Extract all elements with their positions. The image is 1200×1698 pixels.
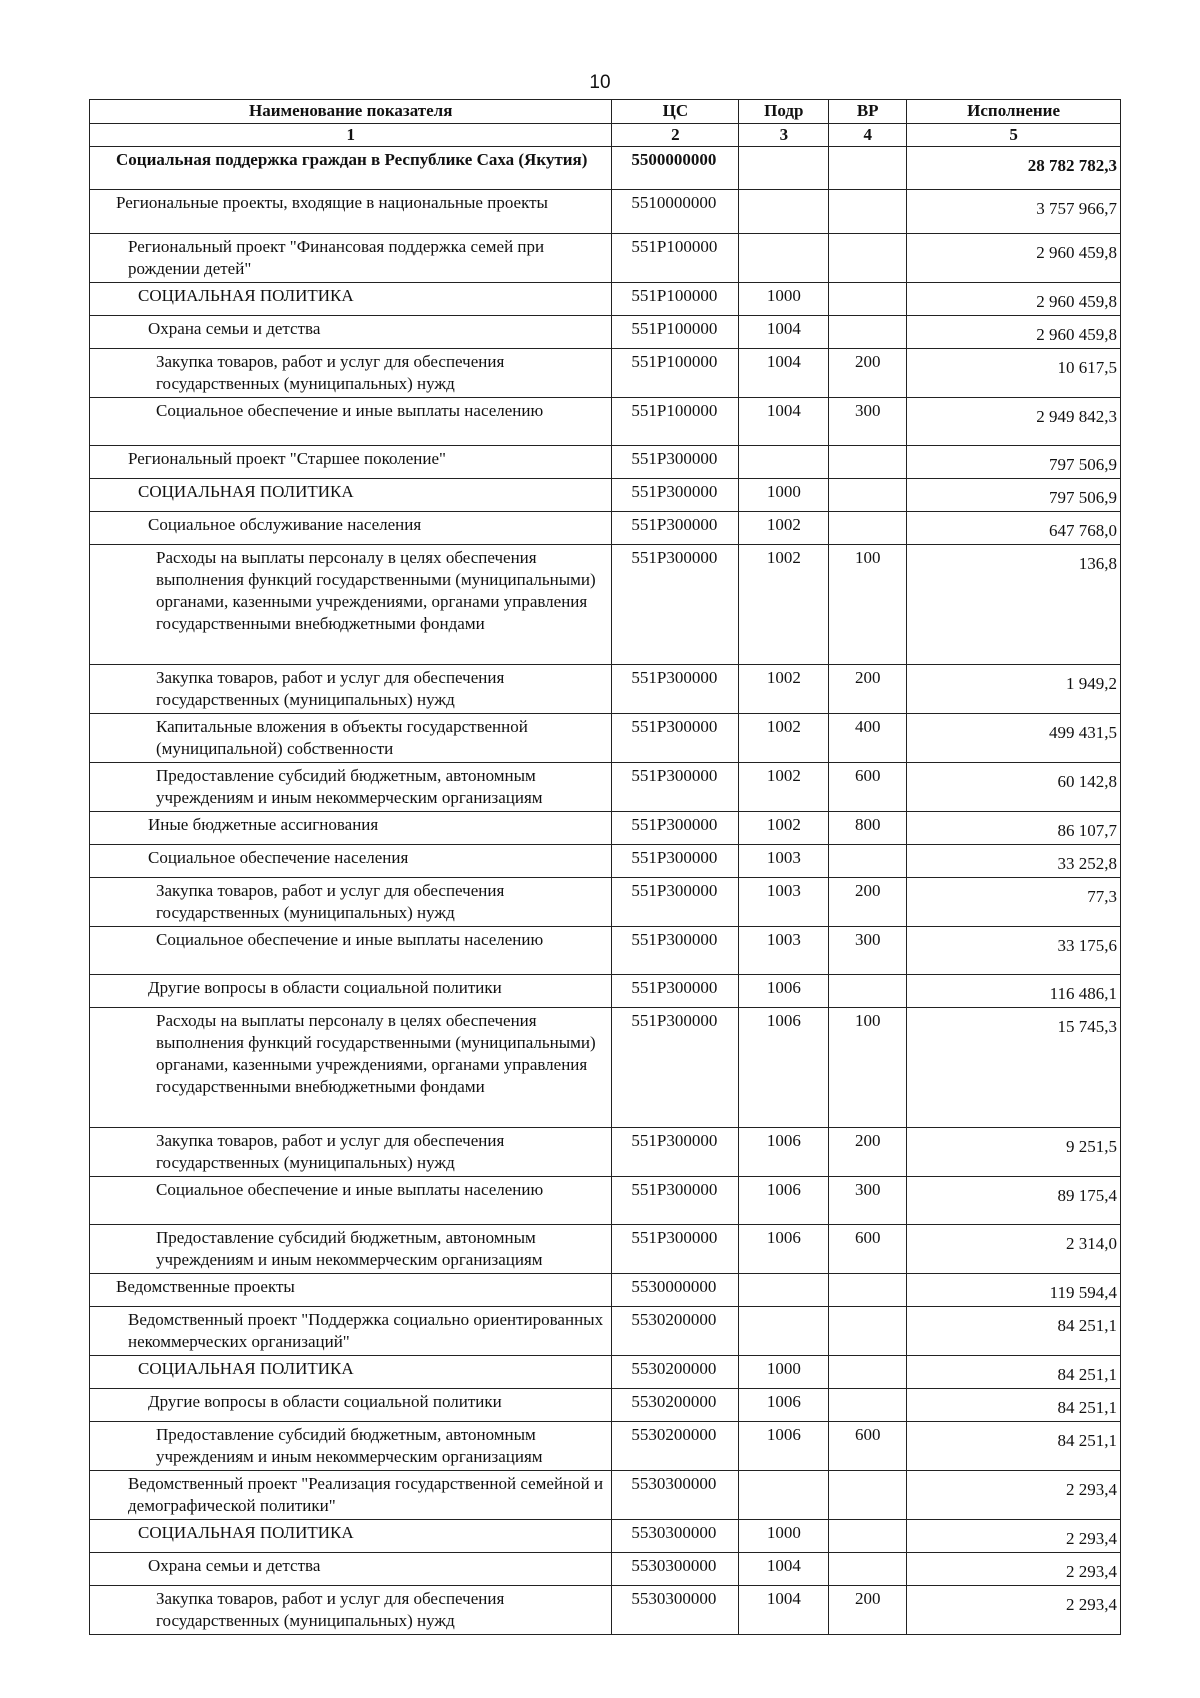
row-podr	[739, 1471, 829, 1520]
row-amount: 9 251,5	[907, 1128, 1121, 1177]
row-vr	[829, 845, 907, 878]
row-name: Охрана семьи и детства	[90, 316, 612, 349]
table-row	[90, 283, 1121, 316]
row-podr: 1002	[739, 714, 829, 763]
row-cs: 551P300000	[612, 763, 739, 812]
table-row	[90, 1471, 1121, 1520]
row-podr: 1000	[739, 283, 829, 316]
row-vr: 300	[829, 1177, 907, 1225]
table-row	[90, 190, 1121, 234]
row-cs: 5530200000	[612, 1356, 739, 1389]
table-row	[90, 545, 1121, 665]
table-row	[90, 1177, 1121, 1225]
row-name: Закупка товаров, работ и услуг для обеспечения государственных (муниципальных) нужд	[90, 878, 612, 927]
row-vr: 200	[829, 665, 907, 714]
column-number: 4	[829, 124, 907, 147]
table-row	[90, 1586, 1121, 1635]
table-row	[90, 927, 1121, 975]
row-amount: 2 960 459,8	[907, 283, 1121, 316]
row-cs: 5530300000	[612, 1586, 739, 1635]
row-vr	[829, 1307, 907, 1356]
row-cs: 551P300000	[612, 878, 739, 927]
row-amount: 2 293,4	[907, 1586, 1121, 1635]
row-podr	[739, 446, 829, 479]
row-vr	[829, 1520, 907, 1553]
row-vr: 600	[829, 1422, 907, 1471]
column-number: 2	[612, 124, 739, 147]
row-name: Закупка товаров, работ и услуг для обеспечения государственных (муниципальных) нужд	[90, 1128, 612, 1177]
row-name: Капитальные вложения в объекты государственной (муниципальной) собственности	[90, 714, 612, 763]
row-cs: 5530200000	[612, 1422, 739, 1471]
table-row	[90, 1307, 1121, 1356]
row-amount: 2 960 459,8	[907, 234, 1121, 283]
row-vr	[829, 479, 907, 512]
row-podr	[739, 190, 829, 234]
row-amount: 647 768,0	[907, 512, 1121, 545]
table-row	[90, 1008, 1121, 1128]
row-cs: 551P300000	[612, 665, 739, 714]
table-row	[90, 512, 1121, 545]
row-amount: 2 293,4	[907, 1471, 1121, 1520]
row-vr	[829, 1356, 907, 1389]
row-name: Ведомственный проект "Реализация государственной семейной и демографической политики"	[90, 1471, 612, 1520]
row-vr	[829, 1389, 907, 1422]
row-name: Региональный проект "Финансовая поддержка семей при рождении детей"	[90, 234, 612, 283]
row-name: Закупка товаров, работ и услуг для обеспечения государственных (муниципальных) нужд	[90, 665, 612, 714]
row-name: Предоставление субсидий бюджетным, автономным учреждениям и иным некоммерческим организациям	[90, 763, 612, 812]
table-row	[90, 349, 1121, 398]
row-cs: 551P100000	[612, 234, 739, 283]
row-cs: 551P300000	[612, 1008, 739, 1128]
table-row	[90, 1553, 1121, 1586]
row-podr: 1006	[739, 1422, 829, 1471]
column-number: 3	[739, 124, 829, 147]
row-name: Закупка товаров, работ и услуг для обеспечения государственных (муниципальных) нужд	[90, 349, 612, 398]
row-amount: 797 506,9	[907, 479, 1121, 512]
row-vr: 200	[829, 878, 907, 927]
header-podr: Подр	[739, 100, 829, 124]
row-amount: 2 293,4	[907, 1520, 1121, 1553]
table-row	[90, 446, 1121, 479]
row-podr: 1006	[739, 975, 829, 1008]
row-vr: 100	[829, 545, 907, 665]
row-cs: 5530200000	[612, 1307, 739, 1356]
row-cs: 551P300000	[612, 845, 739, 878]
row-vr: 200	[829, 1128, 907, 1177]
table-row	[90, 1520, 1121, 1553]
row-cs: 5500000000	[612, 147, 739, 190]
row-podr: 1004	[739, 1553, 829, 1586]
row-vr	[829, 1274, 907, 1307]
row-name: Социальная поддержка граждан в Республике Саха (Якутия)	[90, 147, 612, 190]
row-amount: 797 506,9	[907, 446, 1121, 479]
row-cs: 551P100000	[612, 316, 739, 349]
row-podr: 1003	[739, 845, 829, 878]
row-amount: 136,8	[907, 545, 1121, 665]
row-cs: 5530300000	[612, 1553, 739, 1586]
row-cs: 551P300000	[612, 1225, 739, 1274]
row-vr	[829, 446, 907, 479]
row-amount: 84 251,1	[907, 1356, 1121, 1389]
row-amount: 2 949 842,3	[907, 398, 1121, 446]
row-vr	[829, 190, 907, 234]
row-cs: 551P300000	[612, 545, 739, 665]
row-cs: 551P300000	[612, 1128, 739, 1177]
table-row	[90, 398, 1121, 446]
column-number-row	[90, 124, 1121, 147]
row-cs: 551P100000	[612, 349, 739, 398]
row-podr: 1002	[739, 545, 829, 665]
column-number: 1	[90, 124, 612, 147]
row-name: Социальное обслуживание населения	[90, 512, 612, 545]
row-vr: 100	[829, 1008, 907, 1128]
row-vr: 300	[829, 927, 907, 975]
row-cs: 551P300000	[612, 1177, 739, 1225]
table-row	[90, 1356, 1121, 1389]
table-row	[90, 1389, 1121, 1422]
row-vr	[829, 316, 907, 349]
row-podr: 1004	[739, 349, 829, 398]
row-cs: 551P100000	[612, 283, 739, 316]
row-amount: 116 486,1	[907, 975, 1121, 1008]
row-vr	[829, 1471, 907, 1520]
row-cs: 5530300000	[612, 1520, 739, 1553]
row-name: Иные бюджетные ассигнования	[90, 812, 612, 845]
header-row	[90, 100, 1121, 124]
table-row	[90, 316, 1121, 349]
row-amount: 33 175,6	[907, 927, 1121, 975]
row-vr: 200	[829, 1586, 907, 1635]
row-vr	[829, 512, 907, 545]
page-number: 10	[589, 72, 611, 93]
row-amount: 499 431,5	[907, 714, 1121, 763]
row-vr	[829, 283, 907, 316]
row-podr: 1000	[739, 1356, 829, 1389]
row-podr: 1006	[739, 1128, 829, 1177]
row-name: Ведомственный проект "Поддержка социально ориентированных некоммерческих организаций"	[90, 1307, 612, 1356]
row-podr: 1006	[739, 1225, 829, 1274]
row-cs: 5530200000	[612, 1389, 739, 1422]
table-row	[90, 975, 1121, 1008]
row-podr	[739, 1307, 829, 1356]
row-podr: 1004	[739, 316, 829, 349]
table-row	[90, 665, 1121, 714]
row-amount: 89 175,4	[907, 1177, 1121, 1225]
row-amount: 3 757 966,7	[907, 190, 1121, 234]
table-row	[90, 1274, 1121, 1307]
header-ispolnenie: Исполнение	[907, 100, 1121, 124]
row-amount: 2 314,0	[907, 1225, 1121, 1274]
table-row	[90, 812, 1121, 845]
row-vr	[829, 234, 907, 283]
column-number: 5	[907, 124, 1121, 147]
row-amount: 33 252,8	[907, 845, 1121, 878]
row-name: СОЦИАЛЬНАЯ ПОЛИТИКА	[90, 1520, 612, 1553]
row-podr: 1000	[739, 479, 829, 512]
row-name: Социальное обеспечение и иные выплаты населению	[90, 398, 612, 446]
row-cs: 551P300000	[612, 479, 739, 512]
row-amount: 60 142,8	[907, 763, 1121, 812]
table-row	[90, 878, 1121, 927]
row-amount: 10 617,5	[907, 349, 1121, 398]
table-row	[90, 763, 1121, 812]
row-name: Социальное обеспечение и иные выплаты населению	[90, 927, 612, 975]
row-podr: 1002	[739, 812, 829, 845]
row-name: Региональные проекты, входящие в национальные проекты	[90, 190, 612, 234]
row-podr: 1004	[739, 1586, 829, 1635]
row-vr: 800	[829, 812, 907, 845]
header-vr: ВР	[829, 100, 907, 124]
row-amount: 86 107,7	[907, 812, 1121, 845]
row-podr: 1002	[739, 665, 829, 714]
row-cs: 5530300000	[612, 1471, 739, 1520]
row-cs: 551P300000	[612, 512, 739, 545]
budget-table	[89, 99, 1121, 1635]
row-vr: 600	[829, 763, 907, 812]
row-cs: 551P300000	[612, 812, 739, 845]
row-name: Расходы на выплаты персоналу в целях обеспечения выполнения функций государственными (муниципальными) органами, казенными учреждениями, органами управления государственными внебюджетными фондами	[90, 545, 612, 665]
row-amount: 1 949,2	[907, 665, 1121, 714]
table-row	[90, 1422, 1121, 1471]
row-name: СОЦИАЛЬНАЯ ПОЛИТИКА	[90, 283, 612, 316]
row-amount: 84 251,1	[907, 1389, 1121, 1422]
row-vr: 200	[829, 349, 907, 398]
row-amount: 2 293,4	[907, 1553, 1121, 1586]
row-podr: 1006	[739, 1008, 829, 1128]
table-row	[90, 147, 1121, 190]
row-podr	[739, 1274, 829, 1307]
row-name: Закупка товаров, работ и услуг для обеспечения государственных (муниципальных) нужд	[90, 1586, 612, 1635]
row-name: Расходы на выплаты персоналу в целях обеспечения выполнения функций государственными (муниципальными) органами, казенными учреждениями, органами управления государственными внебюджетными фондами	[90, 1008, 612, 1128]
row-podr: 1003	[739, 927, 829, 975]
row-podr	[739, 234, 829, 283]
row-podr: 1004	[739, 398, 829, 446]
row-cs: 551P300000	[612, 975, 739, 1008]
row-podr: 1003	[739, 878, 829, 927]
header-cs: ЦС	[612, 100, 739, 124]
row-vr	[829, 975, 907, 1008]
row-name: Региональный проект "Старшее поколение"	[90, 446, 612, 479]
row-vr	[829, 1553, 907, 1586]
row-vr	[829, 147, 907, 190]
row-cs: 5510000000	[612, 190, 739, 234]
row-podr: 1000	[739, 1520, 829, 1553]
table-row	[90, 1128, 1121, 1177]
row-name: Ведомственные проекты	[90, 1274, 612, 1307]
row-amount: 119 594,4	[907, 1274, 1121, 1307]
row-name: СОЦИАЛЬНАЯ ПОЛИТИКА	[90, 1356, 612, 1389]
row-vr: 300	[829, 398, 907, 446]
row-name: Другие вопросы в области социальной политики	[90, 1389, 612, 1422]
row-cs: 551P300000	[612, 446, 739, 479]
row-vr: 600	[829, 1225, 907, 1274]
row-cs: 5530000000	[612, 1274, 739, 1307]
row-podr: 1006	[739, 1389, 829, 1422]
row-podr	[739, 147, 829, 190]
row-amount: 84 251,1	[907, 1307, 1121, 1356]
row-name: Социальное обеспечение и иные выплаты населению	[90, 1177, 612, 1225]
row-podr: 1002	[739, 763, 829, 812]
row-cs: 551P100000	[612, 398, 739, 446]
row-amount: 15 745,3	[907, 1008, 1121, 1128]
row-name: Охрана семьи и детства	[90, 1553, 612, 1586]
row-podr: 1002	[739, 512, 829, 545]
table-row	[90, 234, 1121, 283]
row-cs: 551P300000	[612, 927, 739, 975]
table-row	[90, 714, 1121, 763]
table-row	[90, 845, 1121, 878]
row-name: Социальное обеспечение населения	[90, 845, 612, 878]
row-podr: 1006	[739, 1177, 829, 1225]
table-row	[90, 479, 1121, 512]
row-amount: 77,3	[907, 878, 1121, 927]
row-name: Предоставление субсидий бюджетным, автономным учреждениям и иным некоммерческим организациям	[90, 1225, 612, 1274]
row-name: СОЦИАЛЬНАЯ ПОЛИТИКА	[90, 479, 612, 512]
table-row	[90, 1225, 1121, 1274]
header-name: Наименование показателя	[90, 100, 612, 124]
row-cs: 551P300000	[612, 714, 739, 763]
row-name: Другие вопросы в области социальной политики	[90, 975, 612, 1008]
row-amount: 2 960 459,8	[907, 316, 1121, 349]
row-amount: 28 782 782,3	[907, 147, 1121, 190]
row-amount: 84 251,1	[907, 1422, 1121, 1471]
row-vr: 400	[829, 714, 907, 763]
row-name: Предоставление субсидий бюджетным, автономным учреждениям и иным некоммерческим организациям	[90, 1422, 612, 1471]
